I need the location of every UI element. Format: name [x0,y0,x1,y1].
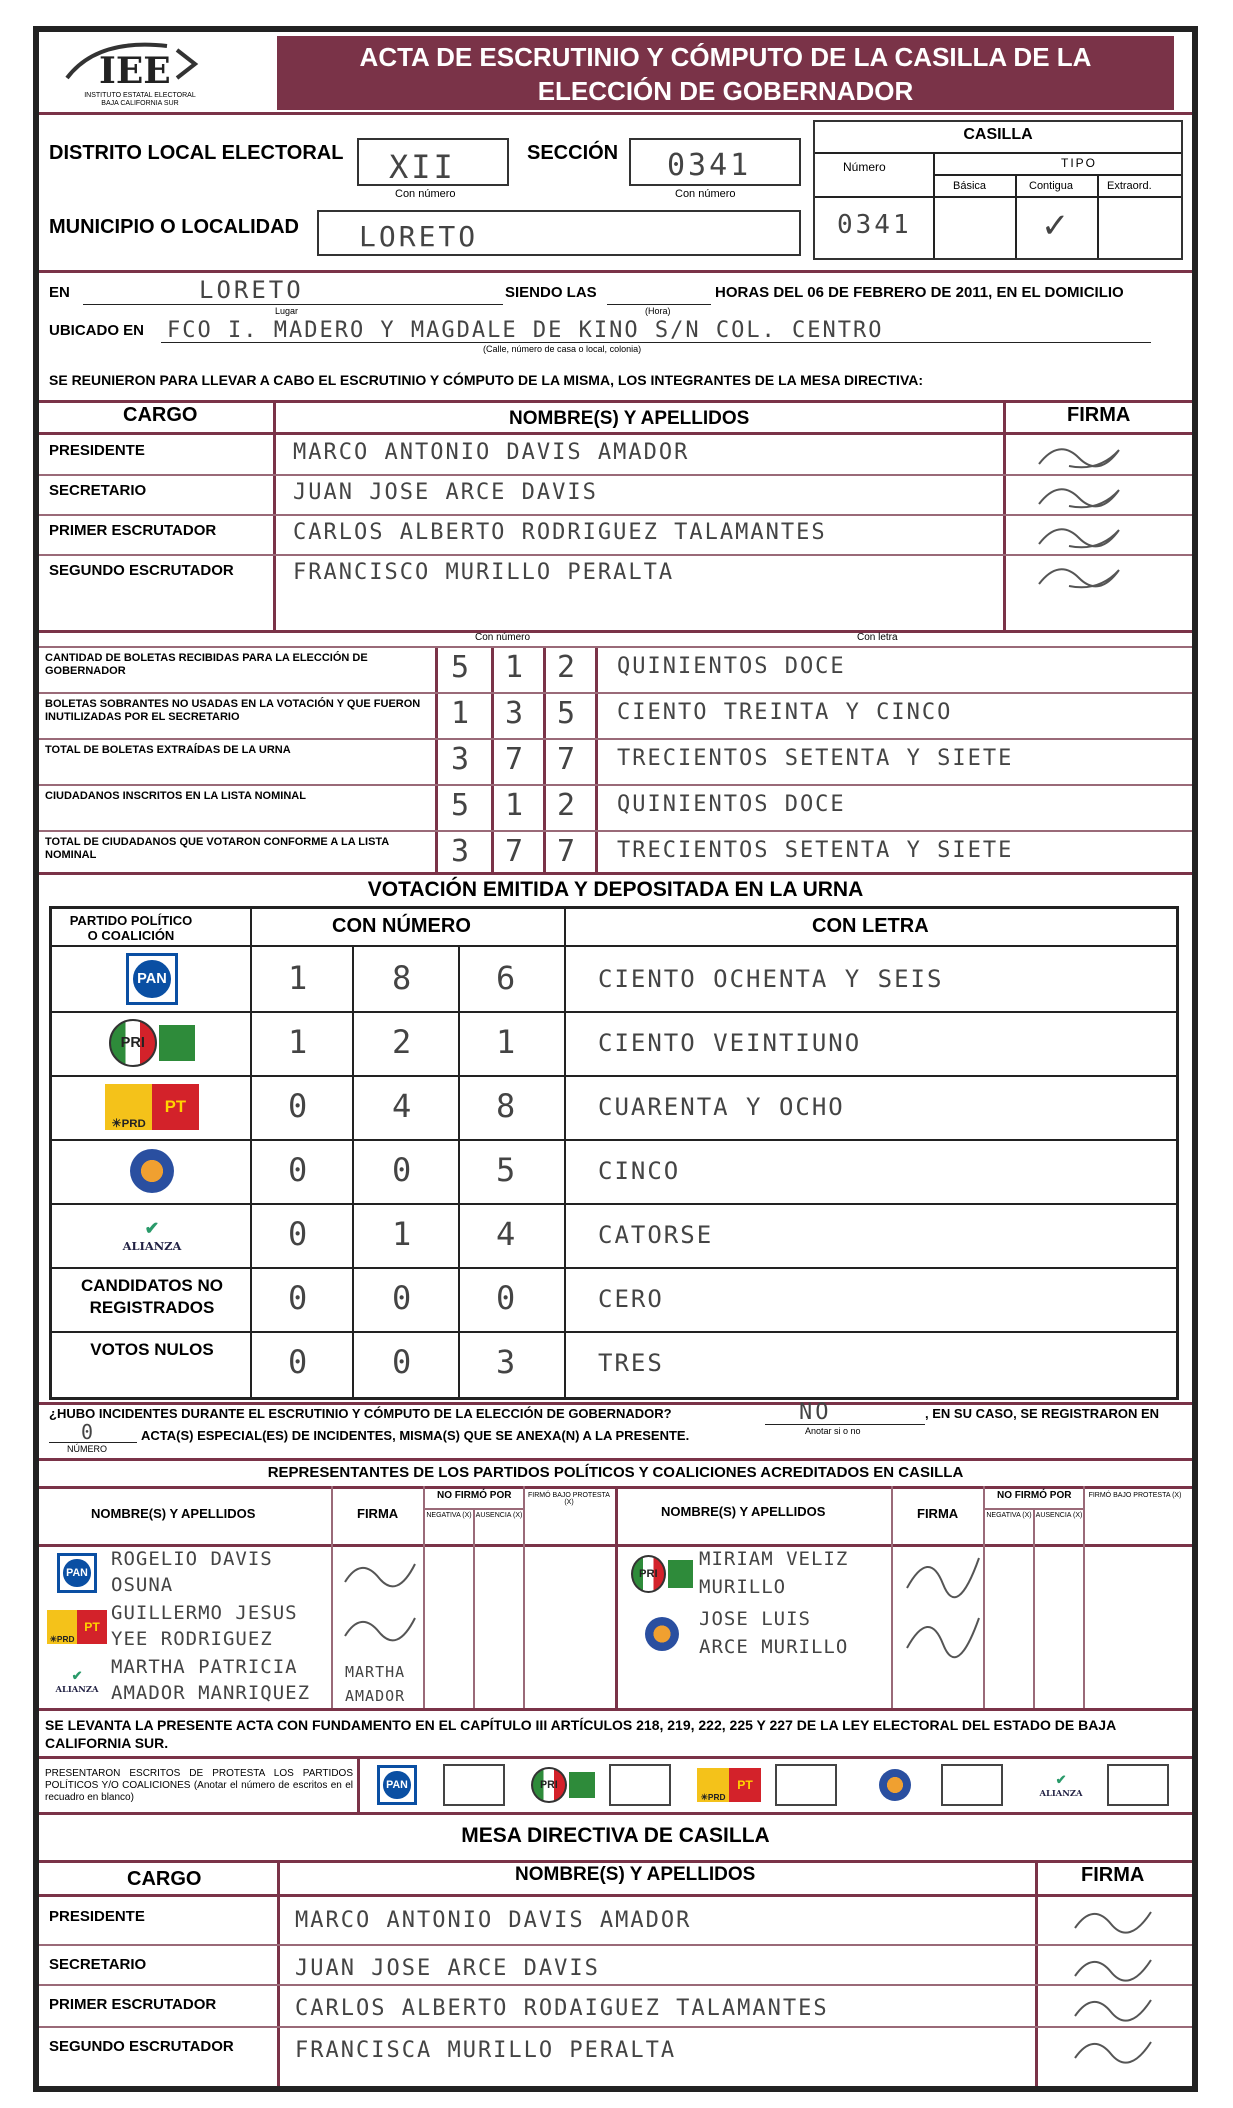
casilla-title: CASILLA [963,126,1033,143]
signature-icon [1065,1948,1165,1988]
rep-left-nombre: MARTHA PATRICIA [111,1656,298,1678]
prd-pt-logo-icon: ☀PRD PT [47,1608,107,1646]
nueva-alianza-logo-icon: ✔ ALIANZA [55,1668,99,1694]
pri-logo-icon: PRI [102,1017,202,1069]
boletas-letra: QUINIENTOS DOCE [617,654,846,679]
mesa-bottom-nombre: CARLOS ALBERTO RODAIGUEZ TALAMANTES [295,1996,829,2021]
casilla-box [813,120,1183,260]
incidentes-question: ¿HUBO INCIDENTES DURANTE EL ESCRUTINIO Y CÓMPUTO DE LA ELECCIÓN DE GOBERNADOR? [49,1406,672,1421]
mesa-top-nombre: JUAN JOSE ARCE DAVIS [293,480,598,505]
distrito-box [357,138,509,186]
pan-logo-icon: PAN [47,1554,107,1592]
votacion-party-label: CANDIDATOS NO REGISTRADOS [81,1276,223,1317]
mesa-top-col-cargo: CARGO [123,404,198,426]
votacion-digit: 0 [288,1343,311,1381]
seccion-label: SECCIÓN [527,142,619,164]
rep-left-firma-text: MARTHA AMADOR [345,1663,406,1705]
fundamento-text: SE LEVANTA LA PRESENTE ACTA CON FUNDAMENTO EN EL CAPÍTULO III ARTÍCULOS 218, 219, 222, 225 Y 227 DE LA LEY ELECTORAL DEL ESTADO DE BAJA CALIFORNIA SUR. [45,1717,1116,1751]
numero-label: Número [843,160,886,174]
tipo-label: TIPO [1061,156,1098,170]
rep-left-col-negativa: NEGATIVA (X) [426,1512,472,1519]
lugar-caption: Lugar [275,306,299,316]
votacion-col-letra: CON LETRA [812,915,929,937]
votacion-digit: 0 [288,1279,311,1317]
logo-text: IEE [99,50,171,92]
mesa-bottom-nombre: JUAN JOSE ARCE DAVIS [295,1956,600,1981]
boletas-letra: TRECIENTOS SETENTA Y SIETE [617,746,1014,771]
boletas-digit: 3 [451,834,473,869]
en-label: EN [49,284,70,301]
incidentes-count: 0 [81,1420,97,1444]
municipio-label: MUNICIPIO O LOCALIDAD [49,216,299,238]
rep-left-nombre: AMADOR MANRIQUEZ [111,1682,311,1704]
mesa-top-nombre: CARLOS ALBERTO RODRIGUEZ TALAMANTES [293,520,827,545]
incidentes-answer-caption: Anotar si o no [805,1426,861,1436]
mesa-bottom-cargo: SEGUNDO ESCRUTADOR [49,2038,234,2055]
rep-left-col-firma: FIRMA [357,1506,399,1521]
title-line1: ACTA DE ESCRUTINIO Y CÓMPUTO DE LA CASILLA DE LA [359,42,1092,72]
rep-right-col-nombre: NOMBRE(S) Y APELLIDOS [661,1504,826,1519]
boletas-letra: QUINIENTOS DOCE [617,792,846,817]
votacion-digit: 3 [496,1343,519,1381]
mesa-bottom-col-cargo: CARGO [127,1868,202,1890]
votacion-col-numero: CON NÚMERO [332,915,471,937]
mesa-top-nombre: FRANCISCO MURILLO PERALTA [293,560,675,585]
rep-right-col-protesta: FIRMÓ BAJO PROTESTA (X) [1088,1492,1182,1499]
boletas-label: TOTAL DE CIUDADANOS QUE VOTARON CONFORME A LA LISTA NOMINAL [45,836,389,861]
rep-left-col-protesta: FIRMÓ BAJO PROTESTA (X) [528,1492,610,1506]
rep-left-col-no-firmo: NO FIRMÓ POR [437,1490,512,1501]
reunieron-text: SE REUNIERON PARA LLEVAR A CABO EL ESCRUTINIO Y CÓMPUTO DE LA MISMA, LOS INTEGRANTES DE LA MESA DIRECTIVA: [49,372,924,388]
signature-icon [1065,1988,1165,2028]
rep-right-col-no-firmo: NO FIRMÓ POR [997,1490,1072,1501]
boletas-digit: 3 [505,696,527,731]
votacion-digit: 1 [288,959,311,997]
mesa-bottom-cargo: SECRETARIO [49,1956,147,1973]
acta-sheet [33,26,1198,2092]
boletas-digit: 3 [451,742,473,777]
hora-caption: (Hora) [645,306,671,316]
votacion-letra: CATORSE [598,1221,714,1249]
rep-right-nombre: ARCE MURILLO [699,1636,849,1658]
protesta-count-box[interactable] [775,1764,837,1806]
ubicado-label: UBICADO EN [49,322,145,339]
rep-left-col-nombre: NOMBRE(S) Y APELLIDOS [91,1506,256,1521]
signature-icon [339,1606,423,1650]
boletas-digit: 2 [557,788,579,823]
votacion-digit: 0 [392,1343,415,1381]
votacion-digit: 0 [288,1215,311,1253]
boletas-label: CANTIDAD DE BOLETAS RECIBIDAS PARA LA ELECCIÓN DE GOBERNADOR [45,652,368,677]
rep-left-nombre: GUILLERMO JESUS [111,1602,298,1624]
signature-icon [1029,436,1139,476]
votacion-digit: 8 [392,959,415,997]
signature-icon [899,1608,983,1660]
boletas-digit: 1 [505,650,527,685]
mesa-bottom-nombre: FRANCISCA MURILLO PERALTA [295,2038,677,2063]
boletas-label: BOLETAS SOBRANTES NO USADAS EN LA VOTACIÓN Y QUE FUERON INUTILIZADAS POR EL SECRETARIO [45,698,421,723]
votacion-digit: 4 [392,1087,415,1125]
boletas-col-letra: Con letra [857,632,898,643]
votacion-letra: CUARENTA Y OCHO [598,1093,845,1121]
boletas-col-numero: Con número [475,632,531,643]
boletas-digit: 7 [505,834,527,869]
votacion-digit: 4 [496,1215,519,1253]
protesta-count-box[interactable] [941,1764,1003,1806]
boletas-digit: 5 [557,696,579,731]
rep-left-nombre: YEE RODRIGUEZ [111,1628,273,1650]
convergencia-logo-icon [102,1145,202,1197]
domicilio-value: FCO I. MADERO Y MAGDALE DE KINO S/N COL. CENTRO [167,318,884,343]
votacion-letra: CIENTO VEINTIUNO [598,1029,862,1057]
pan-logo-icon: PAN [102,953,202,1005]
mesa-top-nombre: MARCO ANTONIO DAVIS AMADOR [293,440,690,465]
mesa-top-col-firma: FIRMA [1067,404,1131,426]
prd-pt-logo-icon: ☀PRD PT [697,1766,761,1804]
votacion-digit: 1 [496,1023,519,1061]
title-banner [277,36,1174,110]
seccion-caption: Con número [675,188,736,200]
boletas-digit: 1 [505,788,527,823]
nueva-alianza-logo-icon: ✔ ALIANZA [1039,1772,1083,1798]
mesa-bottom-nombre: MARCO ANTONIO DAVIS AMADOR [295,1908,692,1933]
horas-text: HORAS DEL 06 DE FEBRERO DE 2011, EN EL DOMICILIO [715,284,1124,301]
representantes-title: REPRESENTANTES DE LOS PARTIDOS POLÍTICOS Y COALICIONES ACREDITADOS EN CASILLA [267,1464,964,1481]
votacion-letra: CINCO [598,1157,681,1185]
votacion-digit: 1 [392,1215,415,1253]
votacion-digit: 8 [496,1087,519,1125]
boletas-digit: 7 [557,834,579,869]
boletas-digit: 7 [557,742,579,777]
votacion-digit: 5 [496,1151,519,1189]
votacion-digit: 0 [288,1087,311,1125]
signature-icon [339,1552,423,1596]
rep-right-col-ausencia: AUSENCIA (X) [1035,1512,1083,1519]
rep-right-nombre: MIRIAM VELIZ [699,1548,849,1570]
boletas-digit: 5 [451,650,473,685]
pri-logo-icon: PRI [531,1766,595,1804]
rep-left-col-ausencia: AUSENCIA (X) [475,1512,523,1519]
convergencia-logo-icon [863,1766,927,1804]
boletas-label: CIUDADANOS INSCRITOS EN LA LISTA NOMINAL [45,790,306,802]
siendo-label: SIENDO LAS [505,284,597,301]
extraord-label: Extraord. [1107,180,1152,192]
votacion-title: VOTACIÓN EMITIDA Y DEPOSITADA EN LA URNA [367,878,864,901]
votacion-letra: CIENTO OCHENTA Y SEIS [598,965,944,993]
mesa-top-cargo: SEGUNDO ESCRUTADOR [49,562,234,579]
title-line2: ELECCIÓN DE GOBERNADOR [537,76,914,106]
convergencia-logo-icon [631,1614,693,1654]
domicilio-caption: (Calle, número de casa o local, colonia) [483,344,642,354]
contigua-label: Contigua [1029,180,1074,192]
protesta-count-box[interactable] [1107,1764,1169,1806]
casilla-numero: 0341 [837,210,912,240]
nueva-alianza-logo-icon: ✔ ALIANZA [122,1217,182,1253]
pri-logo-icon: PRI [631,1554,693,1594]
incidentes-count-caption: NÚMERO [67,1444,107,1454]
mesa-bottom-col-nombre: NOMBRE(S) Y APELLIDOS [515,1864,756,1885]
protesta-count-box[interactable] [443,1764,505,1806]
mesa-bottom-cargo: PRESIDENTE [49,1908,145,1925]
contigua-check: ✓ [1041,207,1070,245]
rep-left-nombre: OSUNA [111,1574,174,1596]
signature-icon [1029,476,1139,516]
boletas-letra: CIENTO TREINTA Y CINCO [617,700,953,725]
pan-logo-icon: PAN [365,1766,429,1804]
votacion-col-partido: PARTIDO POLÍTICO O COALICIÓN [69,913,193,943]
rep-right-nombre: JOSE LUIS [699,1608,811,1630]
mesa-bottom-cargo: PRIMER ESCRUTADOR [49,1996,217,2013]
lugar-value: LORETO [199,276,304,304]
mesa-bottom-title: MESA DIRECTIVA DE CASILLA [461,1824,770,1847]
rep-right-nombre: MURILLO [699,1576,787,1598]
mesa-top-cargo: PRIMER ESCRUTADOR [49,522,217,539]
votacion-digit: 0 [496,1279,519,1317]
basica-label: Básica [953,180,987,192]
votacion-digit: 1 [288,1023,311,1061]
rep-left-nombre: ROGELIO DAVIS [111,1548,273,1570]
mesa-top-cargo: PRESIDENTE [49,442,145,459]
signature-icon [1029,516,1139,556]
distrito-label: DISTRITO LOCAL ELECTORAL [49,142,344,164]
seccion-value: 0341 [667,148,752,183]
incidentes-answer: NO [799,1400,832,1425]
boletas-digit: 1 [451,696,473,731]
municipio-box [317,210,801,256]
signature-icon [1065,2030,1165,2070]
logo-caption: INSTITUTO ESTATAL ELECTORAL BAJA CALIFORNIA SUR [84,92,196,107]
rep-right-col-negativa: NEGATIVA (X) [986,1512,1032,1519]
seccion-box [629,138,801,186]
municipio-value: LORETO [359,220,479,253]
distrito-caption: Con número [395,188,456,200]
iee-logo [57,38,205,112]
signature-icon [1065,1900,1165,1940]
votacion-letra: TRES [598,1349,664,1377]
signature-icon [1029,556,1139,596]
votacion-table [49,906,1179,1400]
incidentes-suffix: , EN SU CASO, SE REGISTRARON EN [925,1406,1160,1421]
prd-pt-logo-icon: ☀PRD PT [102,1081,202,1133]
votacion-digit: 0 [392,1279,415,1317]
votacion-digit: 6 [496,959,519,997]
protesta-count-box[interactable] [609,1764,671,1806]
votacion-digit: 0 [392,1151,415,1189]
votacion-digit: 2 [392,1023,415,1061]
boletas-digit: 7 [505,742,527,777]
incidentes-line2: ACTA(S) ESPECIAL(ES) DE INCIDENTES, MISMA(S) QUE SE ANEXA(N) A LA PRESENTE. [141,1428,690,1443]
boletas-label: TOTAL DE BOLETAS EXTRAÍDAS DE LA URNA [45,744,291,756]
votacion-letra: CERO [598,1285,664,1313]
mesa-top-cargo: SECRETARIO [49,482,147,499]
rep-right-col-firma: FIRMA [917,1506,959,1521]
mesa-bottom-col-firma: FIRMA [1081,1864,1145,1886]
votacion-digit: 0 [288,1151,311,1189]
votacion-party-label: VOTOS NULOS [90,1340,214,1359]
distrito-value: XII [389,148,456,186]
protesta-text: PRESENTARON ESCRITOS DE PROTESTA LOS PARTIDOS POLÍTICOS Y/O COALICIONES (Anotar el número de escritos en el recuadro en blanco) [45,1768,353,1803]
boletas-letra: TRECIENTOS SETENTA Y SIETE [617,838,1014,863]
signature-icon [899,1548,983,1600]
mesa-top-col-nombre: NOMBRE(S) Y APELLIDOS [509,408,750,429]
boletas-digit: 5 [451,788,473,823]
boletas-digit: 2 [557,650,579,685]
